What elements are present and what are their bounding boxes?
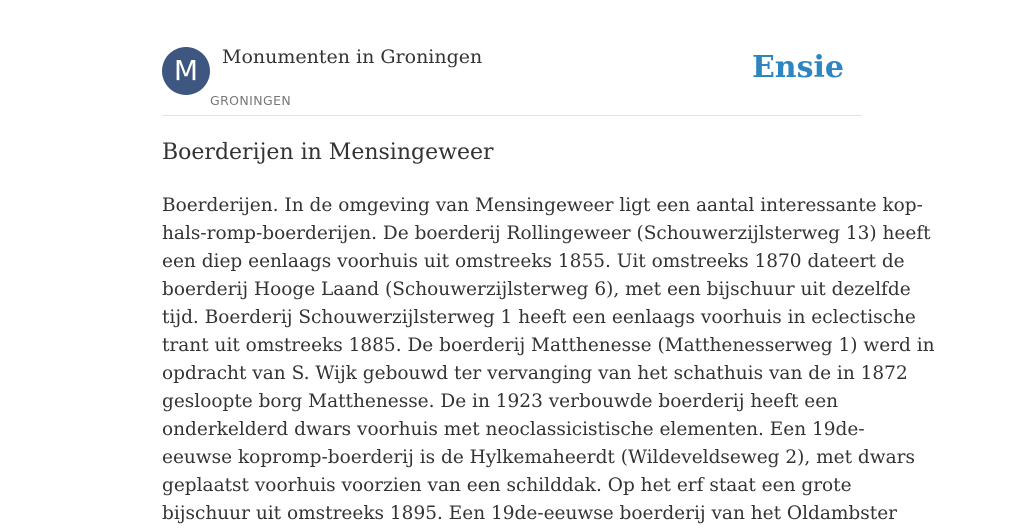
ensie-logo[interactable]: Ensie	[751, 50, 844, 85]
article-line: hals-romp-boerderijen. De boerderij Rollingeweer (Schouwerzijlsterweg 13) heeft	[162, 223, 931, 244]
source-title[interactable]: Monumenten in Groningen	[222, 46, 483, 68]
article-line: bijschuur uit omstreeks 1895. Een 19de-eeuwse boerderij van het Oldambster	[162, 503, 897, 524]
article-line: opdracht van S. Wijk gebouwd ter vervanging van het schathuis van de in 1872	[162, 363, 908, 384]
source-header	[162, 44, 862, 116]
article-line: gesloopte borg Matthenesse. De in 1923 verbouwde boerderij heeft een	[162, 391, 839, 412]
article-line: onderkelderd dwars voorhuis met neoclassicistische elementen. Een 19de-	[162, 419, 865, 440]
article-line: eeuwse kopromp-boerderij is de Hylkemaheerdt (Wildeveldseweg 2), met dwars	[162, 447, 915, 468]
article-line: geplaatst voorhuis voorzien van een schilddak. Op het erf staat een grote	[162, 475, 852, 496]
article-line: een diep eenlaags voorhuis uit omstreeks 1855. Uit omstreeks 1870 dateert de	[162, 251, 905, 272]
divider	[162, 115, 862, 116]
article-line: boerderij Hooge Laand (Schouwerzijlsterweg 6), met een bijschuur uit dezelfde	[162, 279, 911, 300]
article-line: tijd. Boerderij Schouwerzijlsterweg 1 heeft een eenlaags voorhuis in eclectische	[162, 307, 916, 328]
article-title: Boerderijen in Mensingeweer	[162, 140, 494, 165]
source-subtitle: GRONINGEN	[210, 93, 292, 108]
avatar[interactable]: M	[162, 47, 210, 95]
article-body	[162, 192, 935, 528]
article-line: trant uit omstreeks 1885. De boerderij Matthenesse (Matthenesserweg 1) werd in	[162, 335, 935, 356]
article-line: Boerderijen. In de omgeving van Mensingeweer ligt een aantal interessante kop-	[162, 195, 923, 216]
